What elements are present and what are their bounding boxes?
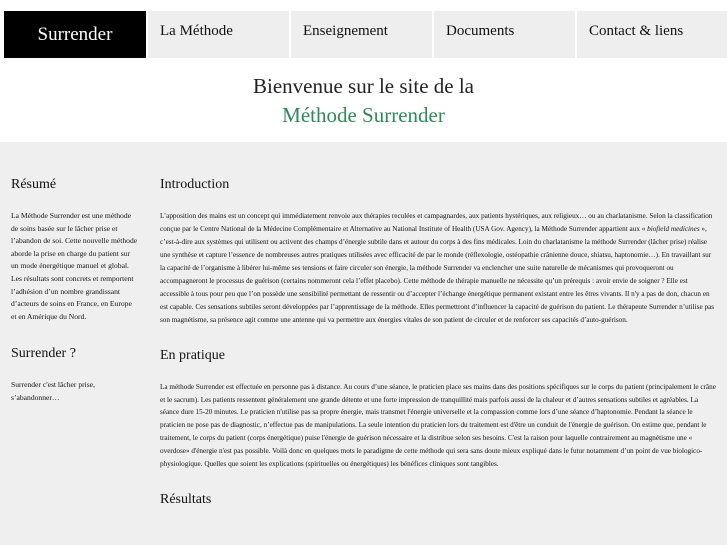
surrender-heading: Surrender ? (11, 346, 76, 362)
sidebar (11, 176, 139, 427)
top-nav (4, 11, 727, 58)
en-pratique-heading: En pratique (160, 347, 225, 363)
surrender-text: Surrender c'est lâcher prise, s’abandonner… (11, 380, 96, 402)
main-content (160, 176, 716, 525)
nav-item-la-methode[interactable]: La Méthode (146, 11, 289, 58)
nav-item-enseignement[interactable]: Enseignement (289, 11, 432, 58)
introduction-paragraph (160, 210, 716, 327)
en-pratique-paragraph: La méthode Surrender est effectuée en personne pas à distance. Au cours d’une séance, le praticien place ses mains dans des positions spécifiques sur le corps du patient (principalement le crâne et le sacrum). Les patients ressentent généralement une grande détente et une forte impression de tranquillité mais parfois aussi de la chaleur et d’autres sensations subtiles et agréables. La séance dure 15-20 minutes. Le praticien n'utilise pas sa propre énergie, mais transmet l'énergie universelle et la compassion comme lors d’une séance d’haptonomie. Pendant la séance le praticien ne pose pas de diagnostic, n’effectue pas de manipulations. La seule intention du praticien lors du traitement est d'être un conduit de l'énergie de guérison. On estime que, pendant le traitement, le corps du patient (corps énergétique) puise l'énergie de guérison nécessaire et la distribue selon ses besoins. C'est la raison pour laquelle contrairement au magnétisme une « overdose» d'énergie n'est pas possible. Voilà donc en quelques mots le paradigme de cette méthode qui sera sans doute mieux expliqué dans le futur notamment d’un point de vue biologico-physiologique. Quelles que soient les explications (spirituelles ou énergétiques) les bénéfices cliniques sont tangibles. (160, 382, 716, 469)
resume-heading: Résumé (11, 177, 57, 192)
biofield-medicines-term: biofield medicines (647, 224, 700, 233)
introduction-text-part-2: », c’est-à-dire aux systèmes qui utilisent ou activent des champs d’énergie subtile dans et autour du corps à des fins médicales. Loin du charlatanisme la méthode Surrender (lâcher prise) réalise une synthèse et capture l’essence de nombreuses autres pratiques utilisées avec efficacité de par le monde (réflexologie, ostéopathie crânienne douce, shiatsu, haptonomie…). En travaillant sur la capacité de l’organisme à libérer lui-même ses tensions et faire circuler son énergie, la méthode Surrender va enclencher une suite naturelle de mécanismes qui provoqueront ou accompagneront le processus de guérison (certains nommeront cela l’effet placebo). Cette méthode de thérapie manuelle ne nécessite qu’un prérequis : avoir envie de soigner ? Elle est accessible à tous pour peu que l’on possède une sensibilité permettant de ressentir ou d’accepter l’échange énergétique permanent existant entre les êtres vivants. Il n'y a pas de don, chacun en est capable. Ces sensations subtiles seront développées par l’apprentissage de la méthode. Elles permettront d’influencer la capacité de guérison du patient. Le thérapeute Surrender n’utilise pas son magnétisme, sa présence agit comme une antenne qui va permettre aux énergies vitales de son patient de circuler et de renforcer ses capacités d’auto-guérison. (160, 224, 715, 324)
resultats-heading: Résultats (160, 492, 212, 508)
hero-line-1: Bienvenue sur le site de la (252, 74, 474, 98)
introduction-heading: Introduction (160, 177, 230, 192)
introduction-text-part-1: L’apposition des mains est un concept qui immédiatement renvoie aux thérapies reculées et campagnardes, aux patients hystériques, aux religieux… ou au charlatanisme. Selon la classification conçue par le Centre National de la Médecine Complémentaire et Alternative au National Institute of Health (USA Gov. Agency), la Méthode Surrender appartient aux « (160, 212, 713, 233)
content-area (0, 142, 727, 545)
nav-brand-surrender[interactable]: Surrender (4, 11, 146, 58)
resume-text: La Méthode Surrender est une méthode de soins basée sur le lâcher prise et l’abandon de soi. Cette nouvelle méthode aborde la prise en charge du patient sur un mode énergétique manuel et global. Les résultats sont concrets et remportent l’adhésion d’un nombre grandissant d’acteurs de soins en France, en Europe et en Amérique du Nord. (11, 211, 138, 321)
hero-heading (0, 72, 727, 130)
hero-line-2: Méthode Surrender (282, 103, 445, 127)
nav-item-contact-liens[interactable]: Contact & liens (575, 11, 718, 58)
nav-item-documents[interactable]: Documents (432, 11, 575, 58)
